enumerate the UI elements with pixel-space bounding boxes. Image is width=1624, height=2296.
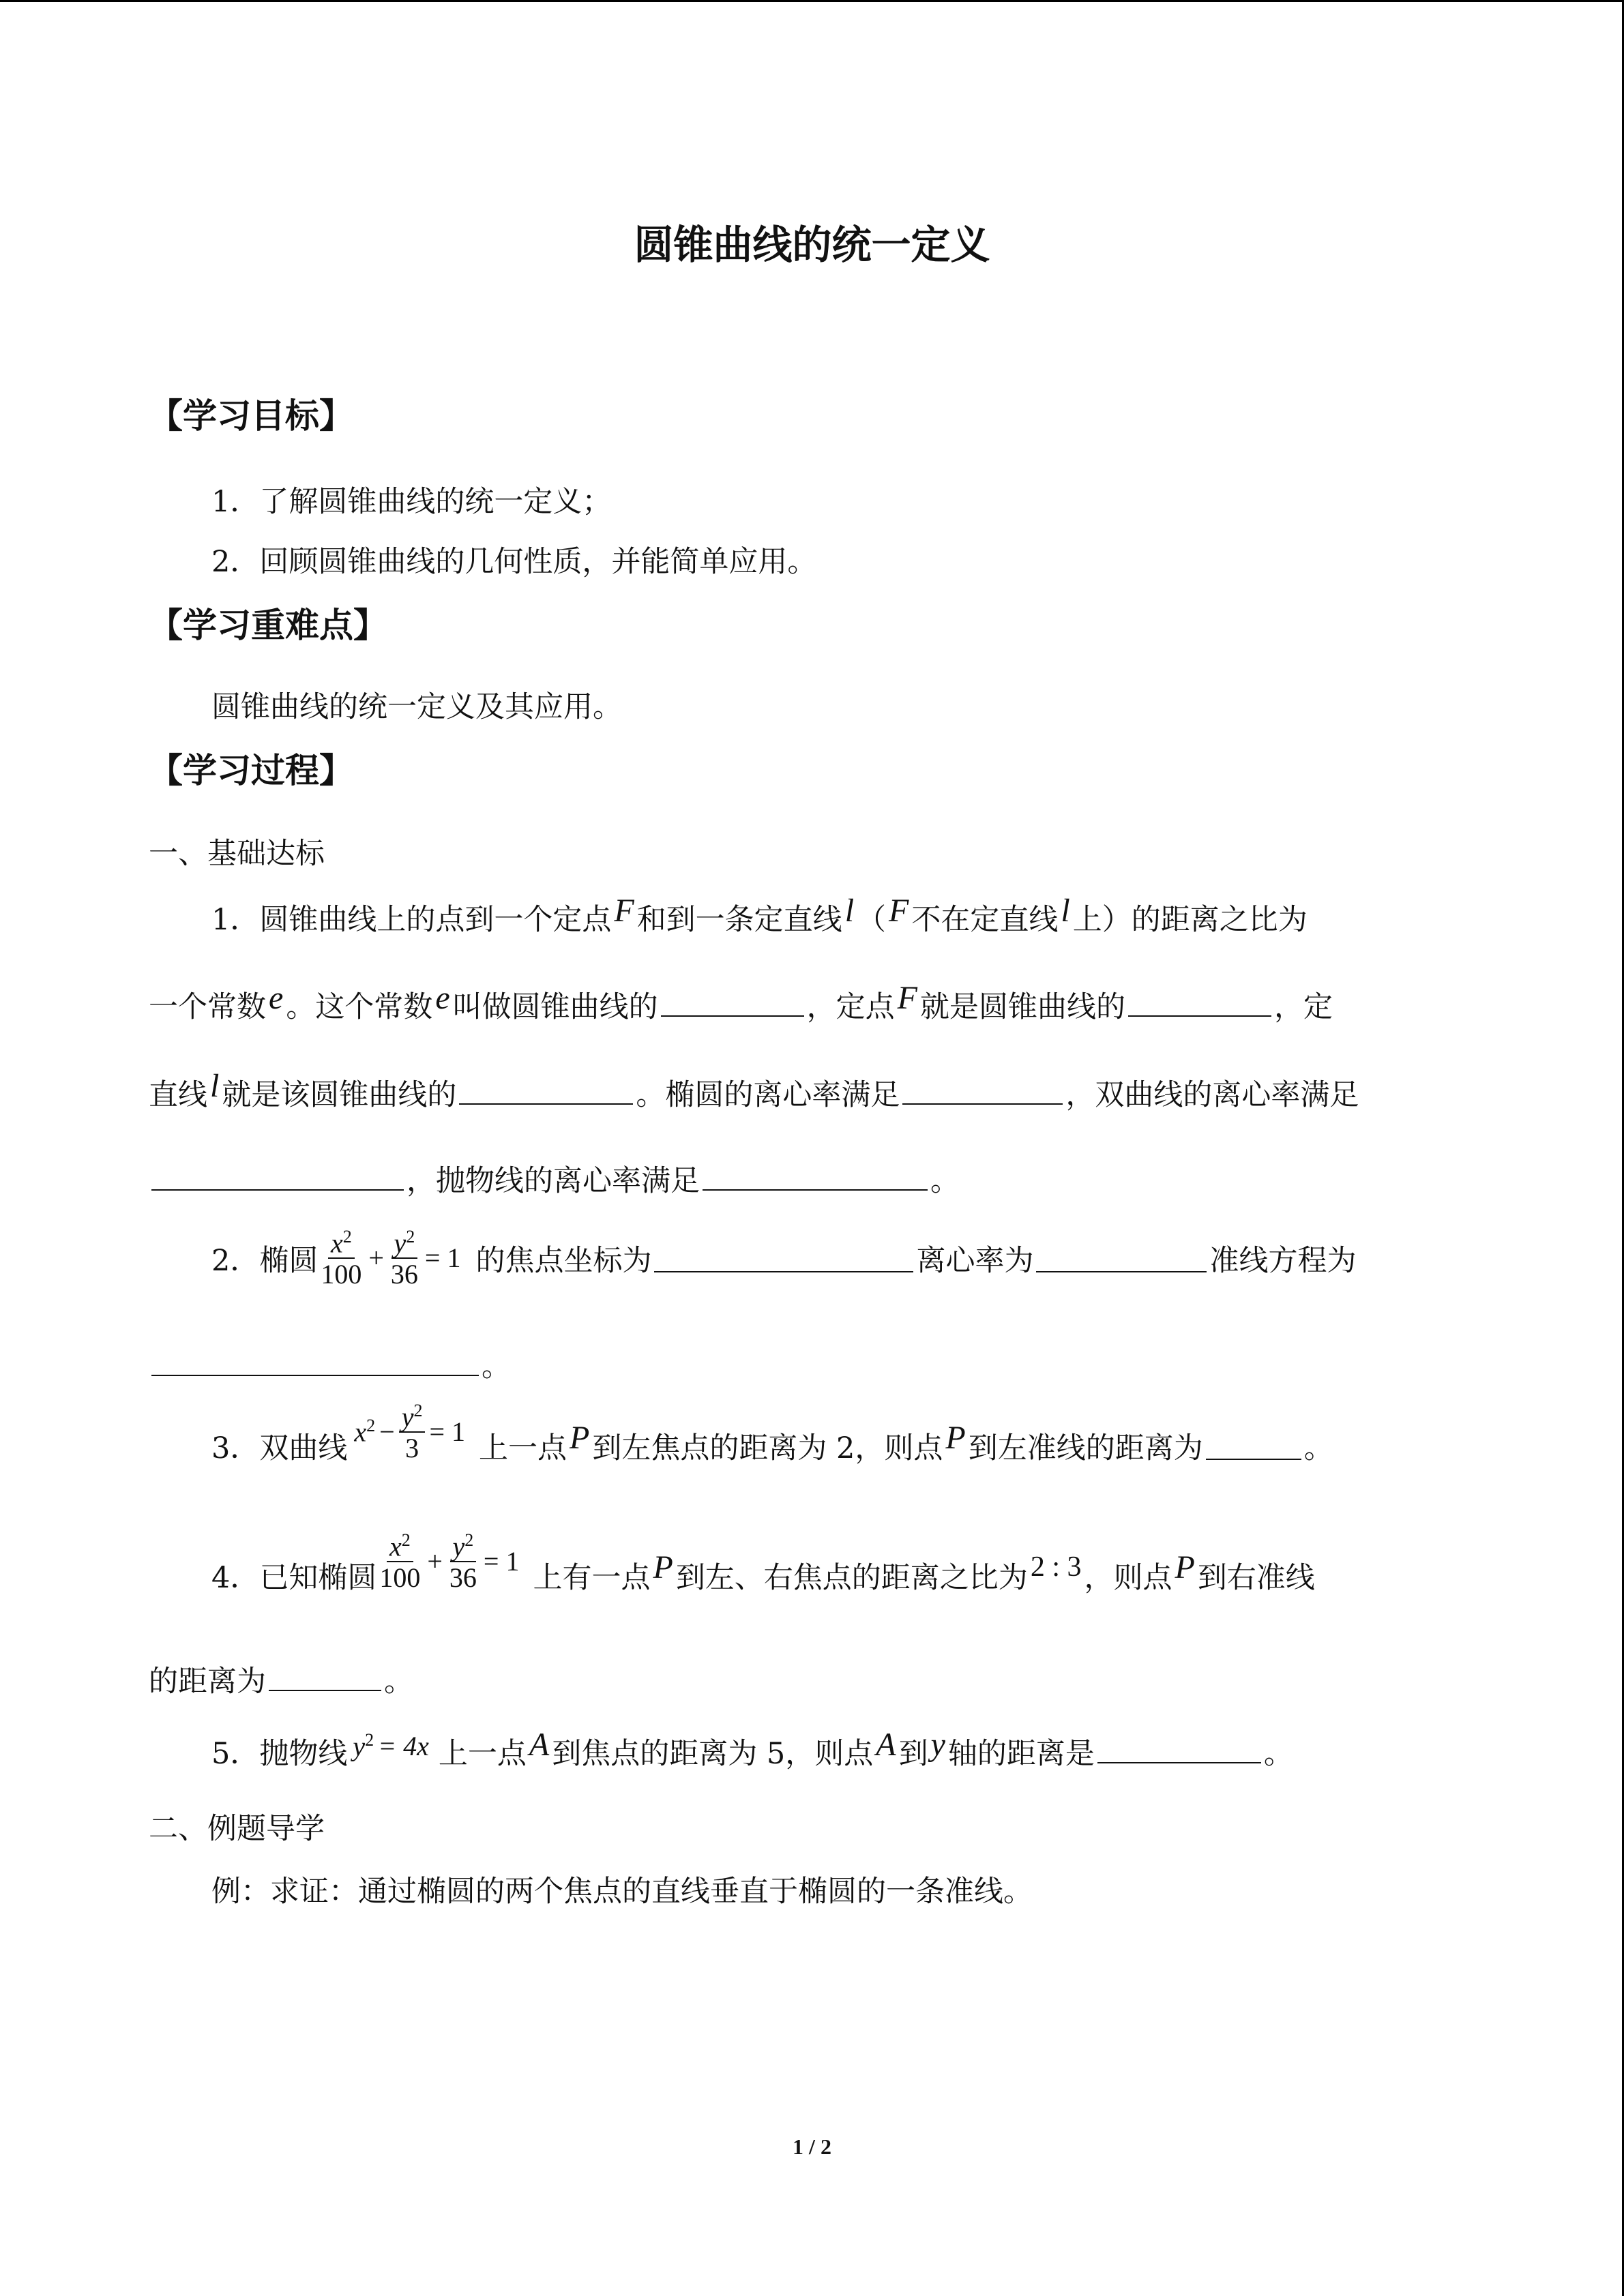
q2-text: 准线方程为	[1209, 1243, 1357, 1278]
eq-term: x	[389, 1531, 402, 1562]
eq-term: y	[353, 1731, 366, 1762]
answer-blank[interactable]	[1097, 1735, 1261, 1763]
answer-blank[interactable]	[902, 1076, 1063, 1105]
q1-text: （	[857, 903, 887, 937]
q1-text: ，定点	[806, 990, 895, 1024]
q4-line2	[149, 1658, 413, 1700]
exponent: 2	[413, 1400, 423, 1420]
q1-text: 和到一条定直线	[636, 903, 842, 937]
eq-term: y	[394, 1227, 407, 1259]
exponent: 2	[406, 1226, 415, 1247]
plus-sign: +	[427, 1546, 443, 1577]
eq-term: 36	[390, 1259, 418, 1290]
symbol-F: F	[614, 893, 634, 929]
symbol-l: l	[210, 1068, 220, 1104]
q2-line1	[211, 1214, 1356, 1302]
page-number: 1 / 2	[793, 2134, 831, 2159]
answer-blank[interactable]	[1128, 988, 1271, 1017]
answer-blank[interactable]	[269, 1663, 381, 1691]
symbol-A: A	[529, 1727, 550, 1763]
q1-text: 一个常数	[149, 990, 266, 1024]
q4-label: 4．已知椭圆	[211, 1560, 377, 1595]
part2-heading: 二、例题导学	[149, 1812, 325, 1846]
q1-text: ，双曲线的离心率满足	[1065, 1078, 1359, 1112]
ratio-value: 2 : 3	[1030, 1551, 1082, 1583]
fraction	[377, 1531, 423, 1592]
q3-text: 上一点	[479, 1431, 567, 1465]
part1-heading: 一、基础达标	[149, 837, 325, 871]
symbol-F: F	[897, 980, 917, 1016]
q1-text: 直线	[149, 1078, 207, 1112]
eq-term: 36	[449, 1562, 477, 1594]
parabola-equation	[353, 1730, 433, 1762]
symbol-l: l	[1061, 893, 1070, 929]
eq-term: 3	[405, 1433, 419, 1464]
page-title: 圆锥曲线的统一定义	[634, 222, 990, 268]
ellipse-equation	[377, 1531, 523, 1592]
q1-text: 。	[930, 1164, 960, 1198]
eq-rhs: = 1	[483, 1546, 520, 1577]
fraction	[399, 1401, 426, 1463]
fraction	[388, 1227, 421, 1289]
plus-sign: +	[368, 1242, 384, 1274]
exponent: 2	[342, 1226, 352, 1247]
minus-sign: −	[379, 1416, 395, 1448]
q4-line1	[211, 1527, 1315, 1623]
q3-text: 。	[1303, 1431, 1333, 1465]
q5-text: 。	[1263, 1737, 1293, 1771]
q4-text: 。	[384, 1665, 413, 1699]
eq-term: y	[401, 1401, 414, 1433]
symbol-P: P	[570, 1419, 590, 1456]
symbol-l: l	[844, 893, 855, 929]
answer-blank[interactable]	[703, 1162, 928, 1191]
key-heading: 【学习重难点】	[149, 606, 387, 645]
answer-blank[interactable]	[1206, 1431, 1301, 1460]
q1-line1	[211, 893, 1308, 938]
goals-heading: 【学习目标】	[149, 396, 353, 436]
symbol-P: P	[1175, 1549, 1195, 1585]
answer-blank[interactable]	[661, 988, 804, 1017]
eq-term: y	[452, 1531, 465, 1562]
exponent: 2	[401, 1530, 411, 1550]
q5-line	[211, 1727, 1293, 1772]
fraction	[318, 1227, 364, 1289]
q1-text: 不在定直线	[911, 903, 1059, 937]
answer-blank[interactable]	[459, 1076, 633, 1105]
exponent: 2	[366, 1416, 376, 1436]
q5-text: 到	[898, 1737, 928, 1771]
q1-text: 就是该圆锥曲线的	[222, 1078, 457, 1112]
hyperbola-equation	[354, 1401, 469, 1463]
goal-item-1: 1．了解圆锥曲线的统一定义；	[211, 485, 612, 519]
example-text: 例：求证：通过椭圆的两个焦点的直线垂直于椭圆的一条准线。	[211, 1875, 1033, 1909]
q3-line	[211, 1398, 1333, 1493]
symbol-y: y	[930, 1727, 945, 1763]
q5-label: 5．抛物线	[211, 1737, 348, 1771]
answer-blank[interactable]	[151, 1347, 479, 1376]
eq-rhs: = 4x	[378, 1731, 429, 1762]
eq-term: 100	[321, 1259, 362, 1290]
symbol-e: e	[435, 980, 450, 1016]
q2-text: 的焦点坐标为	[475, 1243, 652, 1278]
q3-label: 3．双曲线	[211, 1431, 348, 1465]
q2-text: 离心率为	[916, 1243, 1034, 1278]
answer-blank[interactable]	[151, 1162, 404, 1191]
answer-blank[interactable]	[654, 1244, 913, 1272]
process-heading: 【学习过程】	[149, 751, 353, 790]
q1-line4	[149, 1158, 960, 1199]
q5-text: 到焦点的距离为 5，则点	[552, 1737, 874, 1771]
q3-text: 到左焦点的距离为 2，则点	[592, 1431, 943, 1465]
fraction	[447, 1531, 479, 1592]
q1-text: 叫做圆锥曲线的	[452, 990, 658, 1024]
q4-text: ，则点	[1084, 1560, 1172, 1595]
top-border	[0, 0, 1624, 2]
symbol-A: A	[876, 1727, 896, 1763]
goal-item-2: 2．回顾圆锥曲线的几何性质，并能简单应用。	[211, 545, 817, 579]
exponent: 2	[365, 1730, 374, 1750]
key-text: 圆锥曲线的统一定义及其应用。	[211, 690, 622, 724]
q1-text: ，定	[1273, 990, 1333, 1024]
answer-blank[interactable]	[1036, 1244, 1207, 1272]
q4-text: 到左、右焦点的距离之比为	[675, 1560, 1028, 1595]
q1-text: 。椭圆的离心率满足	[636, 1078, 900, 1112]
q1-line3	[149, 1068, 1359, 1114]
q1-text: 上）的距离之比为	[1072, 903, 1308, 937]
eq-term: $x^2$	[354, 1416, 376, 1448]
symbol-F: F	[889, 893, 909, 929]
eq-term: x	[330, 1227, 343, 1259]
q5-text: 轴的距离是	[947, 1737, 1095, 1771]
symbol-P: P	[653, 1549, 673, 1585]
eq-rhs: = 1	[424, 1242, 461, 1274]
eq-rhs: = 1	[429, 1416, 466, 1448]
q1-text: 。这个常数	[286, 990, 433, 1024]
ellipse-equation	[318, 1227, 464, 1289]
eq-term: 100	[379, 1562, 421, 1594]
symbol-P: P	[945, 1419, 966, 1456]
q4-text: 到右准线	[1197, 1560, 1315, 1595]
q4-text: 上有一点	[533, 1560, 651, 1595]
q1-line2	[149, 980, 1333, 1026]
q3-text: 到左准线的距离为	[968, 1431, 1203, 1465]
exponent: 2	[464, 1530, 474, 1550]
q1-text: ，抛物线的离心率满足	[407, 1164, 700, 1198]
q2-text: 。	[482, 1350, 511, 1384]
q4-text: 的距离为	[149, 1665, 266, 1699]
q2-label: 2．椭圆	[211, 1243, 319, 1278]
q1-text: 就是圆锥曲线的	[919, 990, 1125, 1024]
symbol-e: e	[269, 980, 284, 1016]
q1-text: 1．圆锥曲线上的点到一个定点	[211, 903, 612, 937]
q2-line2	[149, 1343, 511, 1385]
q5-text: 上一点	[438, 1737, 527, 1771]
